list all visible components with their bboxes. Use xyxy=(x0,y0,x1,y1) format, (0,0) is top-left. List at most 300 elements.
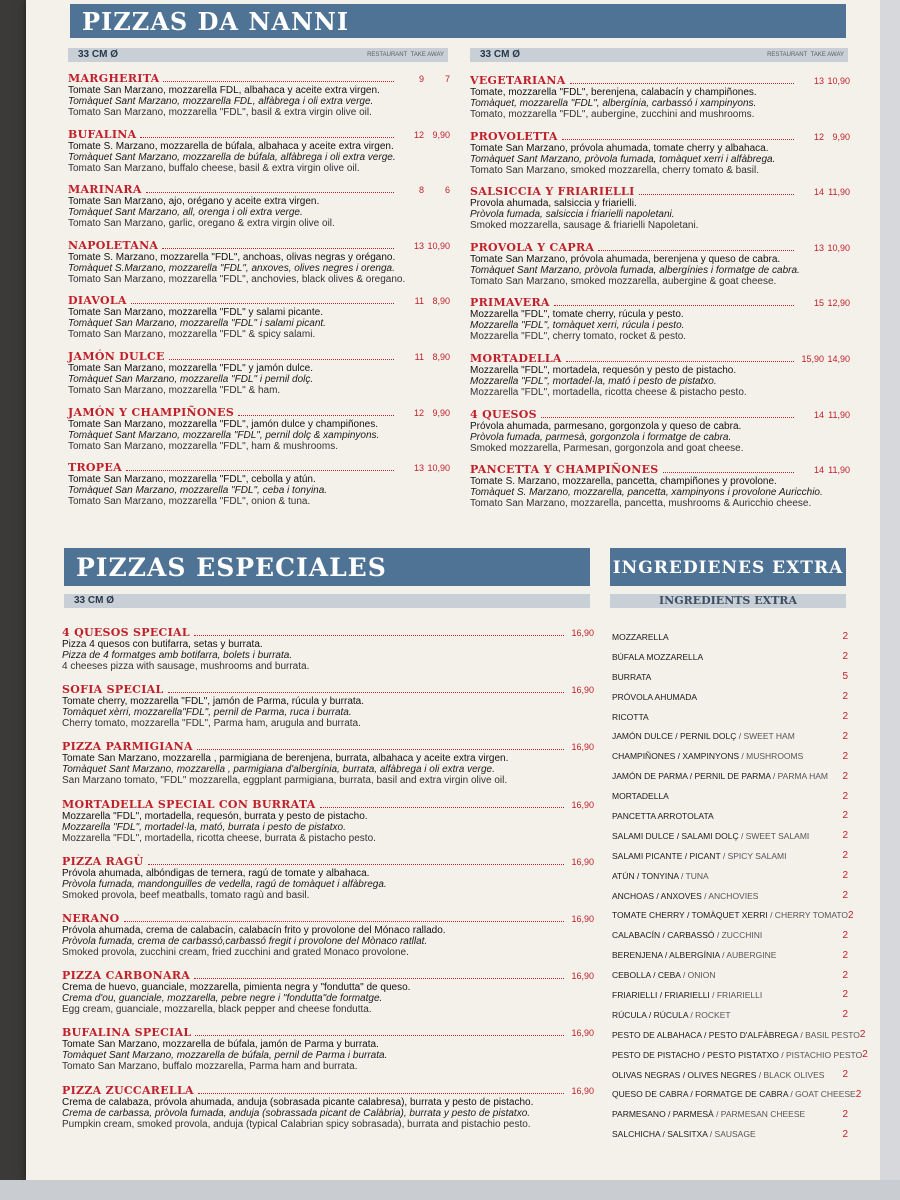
dot-leader xyxy=(131,303,394,304)
column-headers xyxy=(367,48,444,62)
extra-ingredient-row xyxy=(612,1025,866,1045)
extra-ingredient-name xyxy=(612,771,834,781)
dot-leader xyxy=(598,250,794,251)
menu-item-header xyxy=(470,408,850,421)
menu-item xyxy=(470,296,850,352)
menu-item-header xyxy=(470,185,850,198)
description-spanish: Pizza 4 quesos con butifarra, setas y burrata. xyxy=(62,639,263,650)
col-takeaway: TAKE AWAY xyxy=(410,52,444,58)
description-catalan: Mozzarella "FDL", mortadel·la, mató, burrata i pesto de pistatxo. xyxy=(62,821,346,833)
pizza-name: SALSICCIA Y FRIARIELLI xyxy=(470,185,635,199)
extra-ingredient-name xyxy=(612,751,834,761)
pizza-name: PIZZA ZUCCARELLA xyxy=(62,1083,194,1097)
extra-price: 2 xyxy=(842,1108,848,1120)
extra-name-en: / SWEET HAM xyxy=(736,731,795,742)
pizza-name: DIAVOLA xyxy=(68,294,127,308)
menu-item xyxy=(62,1026,594,1083)
menu-item xyxy=(68,72,450,128)
extra-ingredient-row xyxy=(612,1124,848,1144)
description-catalan: Tomàquet Sant Marzano, mozzarella "FDL", pernil dolç & xampinyons. xyxy=(68,429,380,441)
dot-leader xyxy=(146,192,394,193)
menu-item-header xyxy=(68,461,450,474)
description-english: Tomato San Marzano, garlic, oregano & extra virgin olive oil. xyxy=(68,218,335,230)
extra-name-en: / TUNA xyxy=(678,870,709,881)
description-spanish: Tomate S. Marzano, mozzarella de búfala, albahaca y aceite extra virgen. xyxy=(68,140,394,152)
extra-ingredient-row xyxy=(612,627,848,647)
menu-item-header xyxy=(62,683,594,696)
price-takeaway: 14,90 xyxy=(827,353,850,364)
dot-leader xyxy=(320,807,564,808)
size-label: 33 CM Ø xyxy=(78,49,119,60)
extra-ingredient-row xyxy=(612,786,848,806)
extra-ingredient-row xyxy=(612,647,848,667)
extra-name-es-ca: OLIVAS NEGRAS / OLIVES NEGRES xyxy=(612,1069,757,1080)
price-restaurant: 14 xyxy=(813,187,824,198)
extra-ingredient-row xyxy=(612,965,848,985)
pizza-name: MARGHERITA xyxy=(68,72,160,85)
extra-name-en: / BASIL PESTO xyxy=(798,1029,860,1040)
description-spanish: Próvola ahumada, crema de calabacín, calabacín frito y provolone del Mónaco rallado. xyxy=(62,924,446,936)
price-restaurant: 9 xyxy=(418,74,424,84)
extra-name-en: / GOAT CHEESE xyxy=(788,1089,856,1100)
extra-price: 2 xyxy=(848,909,854,921)
extra-price: 2 xyxy=(842,651,848,663)
pizza-name: 4 QUESOS xyxy=(470,407,537,421)
price-takeaway: 9,90 xyxy=(432,407,450,418)
dot-leader xyxy=(162,248,394,249)
extra-price: 2 xyxy=(842,890,848,902)
extra-price: 2 xyxy=(842,1128,848,1140)
extra-name-es-ca: JAMÓN DE PARMA / PERNIL DE PARMA xyxy=(612,771,771,782)
menu-item-header xyxy=(470,352,850,365)
description-english: Tomato San Marzano, mozzarella "FDL", anchovies, black olives & oregano. xyxy=(68,273,406,285)
description-english: Tomato San Marzano, smoked mozzarella, aubergine & goat cheese. xyxy=(470,275,777,287)
dot-leader xyxy=(169,359,394,360)
price-takeaway: 11,90 xyxy=(828,187,850,198)
extra-ingredient-name xyxy=(612,1109,834,1119)
menu-item-header xyxy=(62,912,594,925)
extra-price: 5 xyxy=(842,671,848,683)
extra-name-es-ca: ANCHOAS / ANXOVES xyxy=(612,890,702,901)
description-english: San Marzano tomato, "FDL" mozzarella, eggplant parmigiana, burrata, basil and extra virgin olive oil. xyxy=(62,775,508,787)
extra-ingredient-name xyxy=(612,1010,834,1020)
extra-name-es-ca: TOMATE CHERRY / TOMÀQUET XERRI xyxy=(612,910,768,921)
extra-name-es-ca: PRÓVOLA AHUMADA xyxy=(612,691,698,702)
description-english: Tomato San Marzano, mozzarella "FDL", basil & extra virgin olive oil. xyxy=(68,107,372,118)
menu-item-header xyxy=(470,241,850,254)
menu-item-header xyxy=(62,626,594,639)
description-english: Tomato San Marzano, mozzarella "FDL", onion & tuna. xyxy=(68,496,311,508)
description-spanish: Tomate, mozzarella "FDL", berenjena, calabacín y champiñones. xyxy=(470,87,757,98)
description-english: Tomato San Marzano, mozzarella "FDL" & spicy salami. xyxy=(68,329,316,341)
dot-leader xyxy=(663,472,794,473)
extra-ingredient-name xyxy=(612,712,834,722)
extra-ingredient-name xyxy=(612,1070,834,1080)
dot-leader xyxy=(195,1035,564,1036)
price-restaurant: 15 xyxy=(813,298,824,309)
pizza-name: 4 QUESOS SPECIAL xyxy=(62,626,190,639)
extra-ingredient-name xyxy=(612,970,834,980)
dot-leader xyxy=(194,978,564,979)
menu-item-header xyxy=(68,183,450,196)
dot-leader xyxy=(238,415,394,416)
extra-ingredient-name xyxy=(612,1050,862,1060)
extra-price: 2 xyxy=(842,810,848,822)
extra-name-es-ca: PANCETTA ARROTOLATA xyxy=(612,810,714,821)
extra-ingredient-row xyxy=(612,1045,868,1065)
extra-name-es-ca: RICOTTA xyxy=(612,711,649,722)
menu-item-header xyxy=(62,798,594,811)
dot-leader xyxy=(562,139,794,140)
extra-ingredient-row xyxy=(612,726,848,746)
extra-name-en: / BLACK OLIVES xyxy=(756,1069,825,1080)
extra-name-en: / SPICY SALAMI xyxy=(720,850,787,861)
extra-name-en: / SWEET SALAMI xyxy=(738,830,810,841)
price-takeaway: 7 xyxy=(444,74,450,84)
extra-price: 2 xyxy=(859,1029,866,1041)
menu-item xyxy=(62,626,594,683)
description-catalan: Tomàquet Sant Marzano, pròvola fumada, tomàquet xerri i alfàbrega. xyxy=(470,153,776,165)
extra-ingredient-row xyxy=(612,766,848,786)
menu-item-header xyxy=(68,128,450,141)
menu-item xyxy=(62,912,594,969)
menu-item xyxy=(470,185,850,241)
description-spanish: Tomate San Marzano, mozzarella "FDL" y salami picante. xyxy=(68,307,323,319)
price: 16,90 xyxy=(571,685,594,696)
description-spanish: Tomate S. Marzano, mozzarella, pancetta, champiñones y provolone. xyxy=(470,476,777,488)
section-title-extras: INGREDIENES EXTRA xyxy=(610,548,846,586)
price: 16,90 xyxy=(571,1028,594,1039)
price-restaurant: 14 xyxy=(813,409,824,420)
extra-ingredient-row xyxy=(612,826,848,846)
description-catalan: Pizza de 4 formatges amb botifarra, bolets i burrata. xyxy=(62,650,293,661)
especiales-column xyxy=(62,626,594,1141)
pizza-name: MORTADELLA SPECIAL CON BURRATA xyxy=(62,797,316,811)
menu-item-header xyxy=(62,740,594,753)
extra-ingredient-name xyxy=(612,672,834,682)
menu-item xyxy=(62,798,594,855)
pizza-name: NAPOLETANA xyxy=(68,238,159,252)
extra-name-es-ca: SALCHICHA / SALSITXA xyxy=(612,1129,708,1140)
dot-leader xyxy=(126,470,394,471)
pizza-name: PROVOLA Y CAPRA xyxy=(470,240,595,254)
description-catalan: Crema d'ou, guanciale, mozzarella, pebre negre i "fondutta"de formatge. xyxy=(62,993,383,1005)
menu-item xyxy=(470,408,850,464)
extra-name-en: / PARMESAN CHEESE xyxy=(713,1109,806,1120)
extra-ingredient-row xyxy=(612,687,848,707)
extra-name-es-ca: CALABACÍN / CARBASSÓ xyxy=(612,930,715,941)
menu-item-header xyxy=(68,294,450,307)
price-restaurant: 15,90 xyxy=(801,353,824,364)
extra-ingredient-name xyxy=(612,1089,856,1099)
menu-item xyxy=(62,740,594,797)
extra-name-es-ca: SALAMI DULCE / SALAMI DOLÇ xyxy=(612,830,739,841)
extra-ingredient-name xyxy=(612,811,834,821)
description-spanish: Próvola ahumada, parmesano, gorgonzola y queso de cabra. xyxy=(470,420,742,432)
dot-leader xyxy=(197,749,564,750)
description-spanish: Tomate S. Marzano, mozzarella "FDL", anchoas, olivas negras y orégano. xyxy=(68,251,396,263)
price-takeaway: 8,90 xyxy=(432,351,450,362)
extra-name-en: / AUBERGINE xyxy=(719,950,777,961)
menu-item-header xyxy=(62,969,594,982)
pizza-name: PIZZA RAGÙ xyxy=(62,854,144,868)
menu-item-header xyxy=(68,406,450,419)
extra-ingredient-name xyxy=(612,791,834,801)
extra-ingredient-name xyxy=(612,831,834,841)
extra-ingredient-row xyxy=(612,886,848,906)
menu-item-header xyxy=(68,239,450,252)
price-takeaway: 10,90 xyxy=(827,76,850,86)
dot-leader xyxy=(163,81,394,82)
menu-item xyxy=(68,128,450,184)
menu-item-header xyxy=(470,296,850,309)
extras-column xyxy=(612,627,868,1144)
description-spanish: Tomate San Marzano, próvola ahumada, tomate cherry y albahaca. xyxy=(470,142,769,154)
description-spanish: Tomate San Marzano, mozzarella "FDL", jamón dulce y champiñones. xyxy=(68,418,379,430)
description-spanish: Tomate San Marzano, mozzarella de búfala, jamón de Parma y burrata. xyxy=(62,1039,379,1051)
description-english: Smoked mozzarella, Parmesan, gorgonzola and goat cheese. xyxy=(470,442,744,454)
extra-name-es-ca: RÚCULA / RÚCULA xyxy=(612,1009,689,1020)
extra-price: 2 xyxy=(842,870,848,882)
extra-price: 2 xyxy=(842,969,848,981)
price-takeaway: 12,90 xyxy=(827,298,850,309)
menu-item xyxy=(470,352,850,408)
price-restaurant: 12 xyxy=(413,129,424,140)
price: 16,90 xyxy=(571,799,594,810)
extra-ingredient-name xyxy=(612,851,834,861)
column-headers xyxy=(767,48,844,62)
extra-name-en: / FRIARIELLI xyxy=(709,989,763,1000)
extras-subtitle: INGREDIENTS EXTRA xyxy=(610,594,846,608)
extra-price: 2 xyxy=(842,949,848,961)
dot-leader xyxy=(168,692,564,693)
menu-item xyxy=(62,683,594,740)
pizza-name: VEGETARIANA xyxy=(470,74,566,87)
description-catalan: Tomàquet S. Marzano, mozzarella, pancetta, xampinyons i provolone Auricchio. xyxy=(470,487,823,499)
extra-ingredient-row xyxy=(612,1104,848,1124)
menu-item xyxy=(470,74,850,130)
extra-price: 2 xyxy=(842,631,848,643)
extra-ingredient-name xyxy=(612,731,834,741)
price-restaurant: 12 xyxy=(813,131,824,142)
menu-item xyxy=(68,350,450,406)
extra-price: 2 xyxy=(842,989,848,1001)
description-catalan: Tomàquet Sant Marzano, mozzarella de búfala, pernil de Parma i burrata. xyxy=(62,1050,388,1062)
extra-name-es-ca: BÚFALA MOZZARELLA xyxy=(612,651,704,662)
price-takeaway: 10,90 xyxy=(827,242,850,253)
price: 16,90 xyxy=(571,913,594,924)
price: 16,90 xyxy=(571,856,594,867)
extra-ingredient-row xyxy=(612,866,848,886)
menu-item-header xyxy=(470,130,850,143)
dot-leader xyxy=(148,864,564,865)
extra-price: 2 xyxy=(842,770,848,782)
extra-name-en: / ANCHOVIES xyxy=(701,890,759,901)
extra-price: 2 xyxy=(842,830,848,842)
menu-item-header xyxy=(68,72,450,85)
price: 16,90 xyxy=(571,971,594,982)
description-spanish: Tomate San Marzano, próvola ahumada, berenjena y queso de cabra. xyxy=(470,253,781,265)
extra-ingredient-name xyxy=(612,1129,834,1139)
description-english: Tomato, mozzarella "FDL", aubergine, zucchini and mushrooms. xyxy=(470,109,755,120)
dot-leader xyxy=(570,83,794,84)
description-english: Tomato San Marzano, mozzarella "FDL" & ham. xyxy=(68,384,281,396)
price-takeaway: 10,90 xyxy=(427,463,450,474)
description-english: Tomato San Marzano, mozzarella, pancetta, mushrooms & Auricchio cheese. xyxy=(470,498,812,510)
pizza-name: PROVOLETTA xyxy=(470,129,558,143)
description-catalan: Tomàquet San Marzano, mozzarella "FDL" i pernil dolç. xyxy=(68,373,314,385)
extra-ingredient-name xyxy=(612,990,834,1000)
extra-ingredient-row xyxy=(612,846,848,866)
menu-item-header xyxy=(62,855,594,868)
extra-name-es-ca: QUESO DE CABRA / FORMATGE DE CABRA xyxy=(612,1089,789,1100)
extra-ingredient-name xyxy=(612,930,834,940)
price-restaurant: 13 xyxy=(813,242,824,253)
extra-ingredient-name xyxy=(612,632,834,642)
description-english: 4 cheeses pizza with sausage, mushrooms and burrata. xyxy=(62,661,310,672)
menu-item xyxy=(62,855,594,912)
price-takeaway: 6 xyxy=(444,185,450,196)
menu-item xyxy=(470,241,850,297)
extra-name-en: / ROCKET xyxy=(688,1009,731,1020)
pizza-name: TROPEA xyxy=(68,461,122,475)
extra-name-en: / ZUCCHINI xyxy=(714,930,763,941)
description-catalan: Tomàquet xèrri, mozzarella"FDL", pernil de Parma, ruca i burrata. xyxy=(62,707,352,719)
description-catalan: Mozzarella "FDL", mortadel·la, mató i pesto de pistatxo. xyxy=(470,375,717,387)
extra-name-en: / MUSHROOMS xyxy=(739,751,804,762)
menu-item xyxy=(68,183,450,239)
extra-price: 2 xyxy=(855,1088,862,1100)
menu-item-header xyxy=(470,74,850,87)
description-english: Mozzarella "FDL", mortadella, ricotta cheese & pistacho pesto. xyxy=(470,386,747,398)
pizza-name: MARINARA xyxy=(68,183,142,197)
extra-ingredient-row xyxy=(612,945,848,965)
extra-price: 2 xyxy=(842,691,848,703)
dot-leader xyxy=(554,305,794,306)
extra-name-es-ca: BURRATA xyxy=(612,671,652,682)
description-english: Tomato San Marzano, mozzarella "FDL", ham & mushrooms. xyxy=(68,440,338,452)
extra-name-en: / ONION xyxy=(680,970,716,981)
price-restaurant: 11 xyxy=(414,351,424,362)
extra-ingredient-name xyxy=(612,871,834,881)
dot-leader xyxy=(198,1093,564,1094)
extra-name-es-ca: PESTO DE ALBAHACA / PESTO D'ALFÀBREGA xyxy=(612,1029,799,1040)
pizza-name: SOFIA SPECIAL xyxy=(62,683,164,697)
price-restaurant: 8 xyxy=(418,185,424,196)
description-catalan: Tomàquet Sant Marzano, all, orenga i oli extra verge. xyxy=(68,207,303,219)
price-takeaway: 11,90 xyxy=(828,465,850,476)
extra-name-en: / PARMA HAM xyxy=(770,771,829,782)
extra-name-es-ca: CEBOLLA / CEBA xyxy=(612,970,681,981)
pizza-name: NERANO xyxy=(62,911,120,925)
menu-item-header xyxy=(470,463,850,476)
extra-ingredient-row xyxy=(612,806,848,826)
price-takeaway: 9,90 xyxy=(832,131,850,142)
description-spanish: Mozzarella "FDL", mortadella, requesón, burrata y pesto de pistacho. xyxy=(62,810,368,822)
extra-price: 2 xyxy=(862,1049,868,1061)
extra-ingredient-name xyxy=(612,910,848,920)
description-catalan: Pròvola fumada, mandonguilles de vedella, ragú de tomàquet i alfàbrega. xyxy=(62,878,387,890)
menu-item xyxy=(62,969,594,1026)
price: 16,90 xyxy=(571,628,594,638)
extra-ingredient-row xyxy=(612,925,848,945)
price-restaurant: 13 xyxy=(413,463,424,474)
price-takeaway: 8,90 xyxy=(432,296,450,307)
extra-ingredient-row xyxy=(612,707,848,727)
description-spanish: Tomate San Marzano, ajo, orégano y aceite extra virgen. xyxy=(68,196,320,208)
nanni-left-column xyxy=(68,72,450,517)
description-english: Tomato San Marzano, buffalo cheese, basil & extra virgin olive oil. xyxy=(68,162,360,174)
extra-name-es-ca: FRIARIELLI / FRIARIELLI xyxy=(612,989,710,1000)
extra-ingredient-row xyxy=(612,1084,862,1104)
extra-ingredient-name xyxy=(612,1030,860,1040)
description-english: Cherry tomato, mozzarella "FDL", Parma ham, arugula and burrata. xyxy=(62,718,361,730)
extra-ingredient-row xyxy=(612,1065,848,1085)
pizza-name: PIZZA CARBONARA xyxy=(62,969,191,983)
pizza-name: PRIMAVERA xyxy=(470,296,550,310)
price-restaurant: 14 xyxy=(813,465,824,476)
extra-price: 2 xyxy=(842,790,848,802)
col-restaurant: RESTAURANT xyxy=(367,52,408,58)
description-spanish: Crema de calabaza, próvola ahumada, anduja (sobrasada picante calabresa), burrata y pesto de pistacho. xyxy=(62,1096,534,1108)
col-takeaway: TAKE AWAY xyxy=(810,52,844,58)
price-takeaway: 10,90 xyxy=(427,240,450,251)
menu-item xyxy=(68,406,450,462)
description-catalan: Pròvola fumada, salsiccia i friarielli napoletani. xyxy=(470,209,675,221)
price: 16,90 xyxy=(571,742,594,753)
menu-item xyxy=(68,294,450,350)
dot-leader xyxy=(140,137,394,138)
pizza-name: JAMÓN Y CHAMPIÑONES xyxy=(68,405,235,419)
dot-leader xyxy=(639,194,794,195)
description-catalan: Tomàquet Sant Marzano, pròvola fumada, albergínies i formatge de cabra. xyxy=(470,264,800,276)
pizza-name: BUFALINA SPECIAL xyxy=(62,1026,192,1040)
col-restaurant: RESTAURANT xyxy=(767,52,808,58)
extra-price: 2 xyxy=(842,750,848,762)
description-spanish: Tomate San Marzano, mozzarella "FDL", cebolla y atún. xyxy=(68,474,316,486)
description-spanish: Tomate San Marzano, mozzarella "FDL" y jamón dulce. xyxy=(68,362,313,374)
extra-name-es-ca: BERENJENA / ALBERGÍNIA xyxy=(612,950,720,961)
menu-item-header xyxy=(62,1026,594,1039)
extra-name-es-ca: CHAMPIÑONES / XAMPINYONS xyxy=(612,751,740,762)
description-english: Tomato San Marzano, buffalo mozzarella, Parma ham and burrata. xyxy=(62,1061,358,1073)
menu-item-header xyxy=(68,350,450,363)
pizza-name: BUFALINA xyxy=(68,127,137,141)
description-english: Mozzarella "FDL", mortadella, ricotta cheese, burrata & pistacho pesto. xyxy=(62,832,376,844)
pizza-name: MORTADELLA xyxy=(470,351,562,365)
menu-item xyxy=(470,463,850,519)
size-bar-especiales xyxy=(64,594,590,608)
extra-price: 2 xyxy=(842,1069,848,1081)
menu-item xyxy=(68,239,450,295)
extra-ingredient-name xyxy=(612,692,834,702)
extra-name-en: / PISTACHIO PESTO xyxy=(778,1049,863,1060)
section-title-nanni: PIZZAS DA NANNI xyxy=(70,4,846,38)
description-spanish: Mozzarella "FDL", mortadela, requesón y pesto de pistacho. xyxy=(470,364,737,376)
description-spanish: Provola ahumada, salsiccia y friarielli. xyxy=(470,198,637,210)
extra-ingredient-name xyxy=(612,950,834,960)
menu-item xyxy=(68,461,450,517)
dot-leader xyxy=(194,635,564,636)
background-bottom xyxy=(0,1180,900,1200)
description-catalan: Pròvola fumada, parmesà, gorgonzola i formatge de cabra. xyxy=(470,431,732,443)
description-catalan: Tomàquet Sant Marzano, mozzarella , parmigiana d'albergínia, burrata, alfàbrega i oli extra verge. xyxy=(62,764,495,776)
menu-item-header xyxy=(62,1084,594,1097)
extra-name-es-ca: SALAMI PICANTE / PICANT xyxy=(612,850,721,861)
nanni-right-column xyxy=(470,74,850,519)
size-bar-right xyxy=(470,48,848,62)
description-english: Smoked provola, zucchini cream, fried zucchini and grated Monaco provolone. xyxy=(62,946,409,958)
